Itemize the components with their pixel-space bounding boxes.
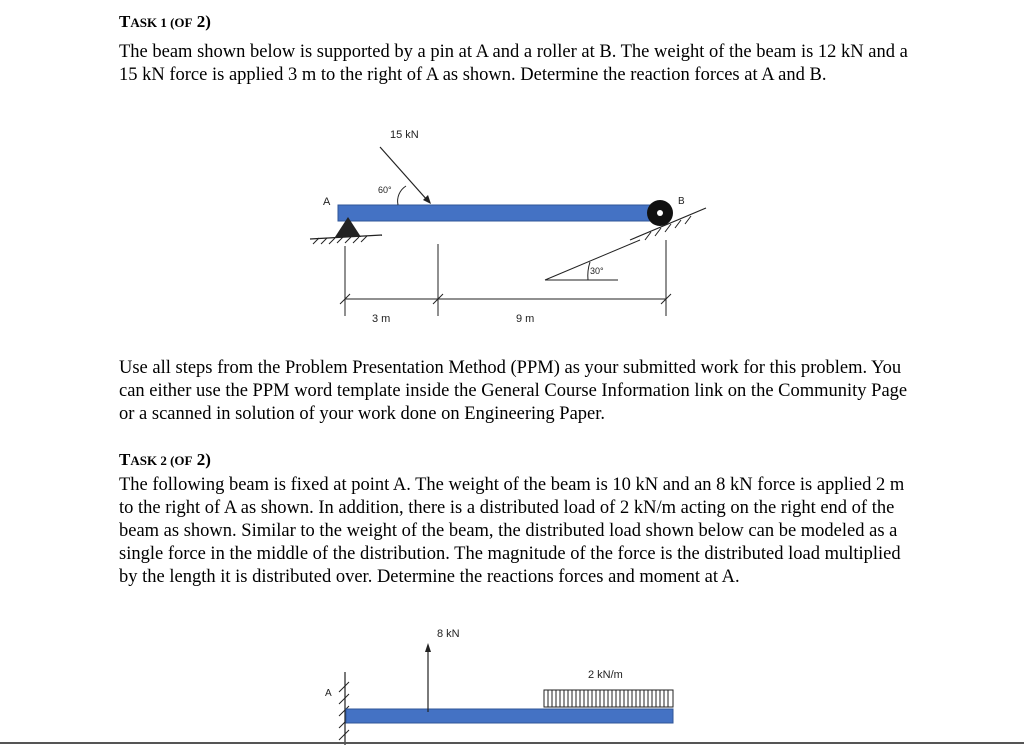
angle-label-30: 30°: [590, 266, 604, 276]
task2-beam: [346, 709, 673, 723]
dimension-label-3m: 3 m: [372, 313, 391, 325]
task1-problem-text: The beam shown below is supported by a pin at A and a roller at B. The weight of the beam is 12 kN and a 15 kN force is applied 3 m to the right of A as shown. Determine the reaction forces at A and B.: [119, 42, 908, 85]
support-label-b: B: [678, 196, 685, 207]
force-label-15kn: 15 kN: [390, 129, 419, 141]
support-label-a: A: [323, 196, 331, 208]
task2-problem-text: The following beam is fixed at point A. The weight of the beam is 10 kN and an 8 kN force is applied 2 m to the right of A as shown. In addition, there is a distributed load of 2 kN/m acting on the right end of the beam as shown. Similar to the weight of the beam, the distributed load shown below can be modeled as a single force in the middle of the distribution. The magnitude of the force is the distributed load multiplied by the length it is distributed over. Determine the reactions forces and moment at A.: [119, 475, 905, 587]
task1-heading: TASK 1 (OF 2): [119, 12, 211, 31]
dimension-label-9m: 9 m: [516, 313, 535, 325]
task2-heading: TASK 2 (OF 2): [119, 450, 211, 469]
task1-instructions-text: Use all steps from the Problem Presentation Method (PPM) as your submitted work for this problem. You can either use the PPM word template inside the General Course Information link on the Community Page or a scanned in solution of your work done on Engineering Paper.: [119, 358, 908, 424]
distributed-load-label: 2 kN/m: [588, 669, 623, 681]
fixed-support-label-a: A: [325, 688, 332, 699]
force-label-8kn: 8 kN: [437, 628, 460, 640]
page-bottom-border: [0, 742, 1024, 744]
angle-label-60: 60°: [378, 185, 392, 195]
